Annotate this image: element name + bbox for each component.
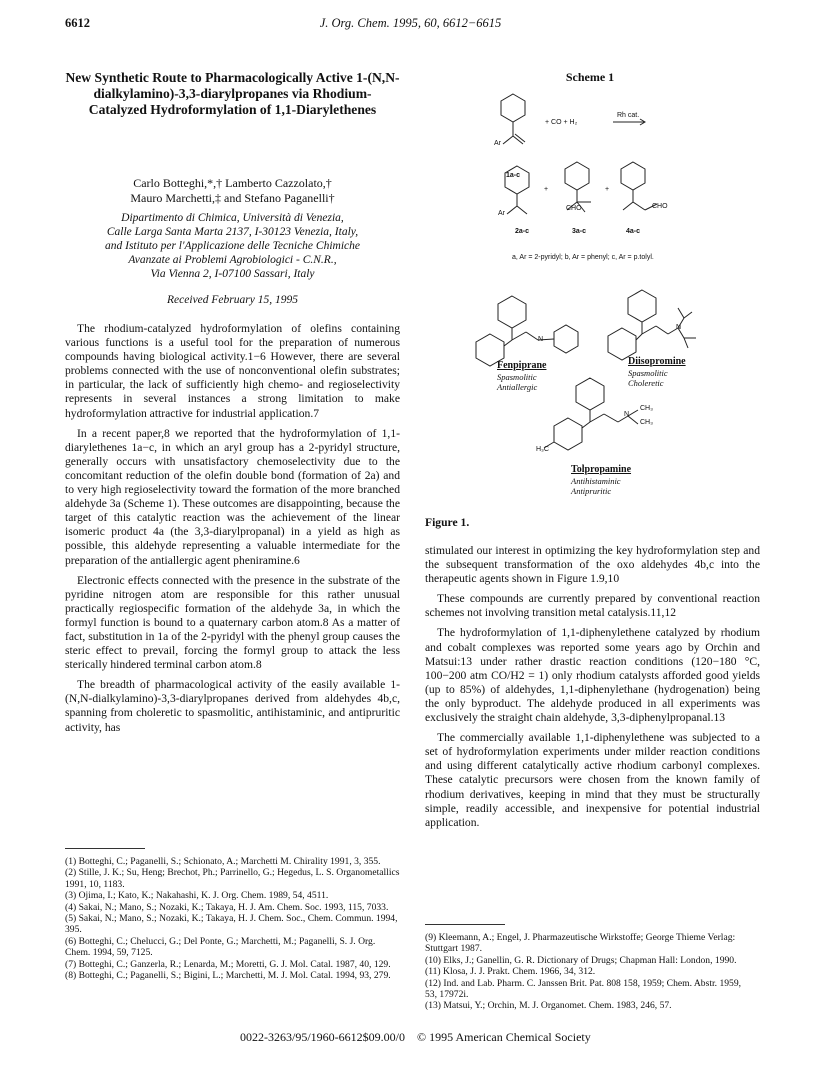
- figure-caption: Figure 1.: [425, 516, 470, 529]
- paragraph: The breadth of pharmacological activity of the easily available 1-(N,N-dialkylamino)-3,3-diarylpropanes derived from aldehydes 4b,c, spanning from choleretic to spasmolitic, antihistaminic, and antipruritic activity, has: [65, 678, 400, 734]
- compound-label-1: 1a-c: [506, 172, 521, 179]
- scheme-plus: +: [605, 186, 610, 193]
- affiliation-line-5: Via Vienna 2, I-07100 Sassari, Italy: [150, 268, 315, 280]
- footnote-rule: [65, 848, 145, 849]
- drug-name-fenpiprane: Fenpiprane: [497, 360, 547, 371]
- paragraph: The commercially available 1,1-diphenylethene was subjected to a set of hydroformylation experiments under milder reaction conditions and using different catalytically active rhodium carbonyl complexes. These catalytic precursors were chosen from the known family of rhodium derivatives, keeping in mind that they must be structurally simple, readily accessible, and inexpensive for potential industrial application.: [425, 731, 760, 829]
- footnotes-left: [65, 856, 400, 981]
- paragraph: stimulated our interest in optimizing the key hydroformylation step and the subsequent transformation of the oxo aldehydes 4b,c into the therapeutic agents shown in Figure 1.9,10: [425, 544, 760, 586]
- drug-use: Antihistaminic Antipruritic: [571, 476, 621, 496]
- scheme-reagents: + CO + H₂: [545, 119, 578, 126]
- footnote: (13) Matsui, Y.; Orchin, M. J. Organomet. Chem. 1983, 246, 57.: [425, 1000, 672, 1012]
- scheme-plus: +: [544, 186, 549, 193]
- scheme-catalyst: Rh cat.: [617, 112, 640, 119]
- affiliation-line-3: and Istituto per l'Applicazione delle Tecniche Chimiche: [105, 240, 360, 252]
- footnote: (6) Botteghi, C.; Chelucci, G.; Del Ponte, G.; Marchetti, M.; Paganelli, S. J. Org. Chem. 1994, 59, 7125.: [65, 935, 376, 959]
- drug-name-diisopromine: Diisopromine: [628, 356, 686, 367]
- footnote: (3) Ojima, I.; Kato, K.; Nakahashi, K. J. Org. Chem. 1989, 54, 4511.: [65, 890, 329, 902]
- benzene-ring: [501, 94, 525, 122]
- footnote: (12) Ind. and Lab. Pharm. C. Janssen Brit. Pat. 808 158, 1959; Chem. Abstr. 1959, 53, 17972i.: [425, 977, 742, 1001]
- ch3-label: CH₃: [640, 419, 653, 426]
- author-list: [65, 176, 400, 206]
- footnote: (2) Stille, J. K.; Su, Heng; Brechot, Ph.; Parrinello, G.; Hegedus, L. S. Organometallics 1991, 10, 1183.: [65, 867, 400, 890]
- footnote: (7) Botteghi, C.; Ganzerla, R.; Lenarda, M.; Moretti, G. J. Mol. Catal. 1987, 40, 129.: [65, 958, 391, 970]
- n-atom-label: N: [624, 411, 630, 418]
- scheme-1-structures: [495, 84, 735, 254]
- benzene-ring: [576, 378, 604, 410]
- benzene-ring: [628, 290, 656, 322]
- page-footer: 0022-3263/95/1960-6612$09.00/0 © 1995 American Chemical Society: [240, 1030, 591, 1044]
- benzene-ring: [565, 162, 589, 190]
- scheme-legend: a, Ar = 2-pyridyl; b, Ar = phenyl; c, Ar = p.tolyl.: [512, 254, 654, 261]
- compound-label-2: 2a-c: [515, 228, 530, 235]
- page-number: 6612: [65, 16, 90, 30]
- benzene-ring: [554, 418, 582, 450]
- benzene-ring: [621, 162, 645, 190]
- paragraph: These compounds are currently prepared by conventional reaction schemes not involving transition metal catalysis.11,12: [425, 592, 760, 620]
- authors-line-2: Mauro Marchetti,‡ and Stefano Paganelli†: [130, 191, 335, 205]
- received-date: Received February 15, 1995: [167, 294, 298, 306]
- affiliation-line-1: Dipartimento di Chimica, Università di Venezia,: [121, 212, 344, 224]
- scheme-ar-label: Ar: [498, 210, 505, 217]
- left-column-body: [65, 322, 400, 741]
- paragraph: The hydroformylation of 1,1-diphenylethene catalyzed by rhodium and cobalt complexes was reported some years ago by Orchin and Matsui:13 under rather drastic reaction conditions (120−180 °C, 100−200 atm CO/H2 = 1) only rhodium catalysts afforded good yields (up to 85%) of aldehydes, 1,1-diphenylethane (hydrogenation) being the only byproduct. The aldehyde produced in all experiments was exclusively the straight chain aldehyde, 3,3-diphenylpropanal.13: [425, 626, 760, 725]
- drug-use: Spasmolitic Antiallergic: [497, 372, 538, 392]
- n-atom-label: N: [538, 336, 544, 343]
- n-atom-label: N: [676, 324, 682, 331]
- drug-use: Spasmolitic Choleretic: [628, 368, 668, 388]
- benzene-ring: [505, 166, 529, 194]
- journal-reference: J. Org. Chem. 1995, 60, 6612−6615: [319, 16, 502, 30]
- compound-label-4: 4a-c: [626, 228, 641, 235]
- footnote: (5) Sakai, N.; Mano, S.; Nozaki, K.; Takaya, H. J. Chem. Soc., Chem. Commun. 1994, 395.: [65, 913, 398, 936]
- scheme-cho: CHO: [566, 205, 582, 212]
- h3c-label: H₃C: [536, 446, 549, 453]
- article-title: New Synthetic Route to Pharmacologically Active 1-(N,N-dialkylamino)-3,3-diarylpropanes via Rhodium-Catalyzed Hydroformylation of 1,1-Diarylethenes: [65, 70, 400, 117]
- footnote: (11) Klosa, J. J. Prakt. Chem. 1966, 34, 312.: [425, 966, 596, 978]
- footnote: (1) Botteghi, C.; Paganelli, S.; Schionato, A.; Marchetti M. Chirality 1991, 3, 355.: [65, 856, 381, 867]
- scheme-title: Scheme 1: [565, 70, 615, 84]
- piperidine-ring: [554, 325, 578, 353]
- drug-name-tolpropamine: Tolpropamine: [571, 464, 632, 475]
- footnote: (8) Botteghi, C.; Paganelli, S.; Bigini, L.; Marchetti, M. J. Mol. Catal. 1994, 93, 279.: [65, 970, 391, 982]
- paragraph: In a recent paper,8 we reported that the hydroformylation of 1,1-diarylethenes 1a−c, in which an aryl group has a 2-pyridyl structure, generally occurs with unsatisfactory chemoselectivity due to the concomitant reduction of the olefin double bond (formation of 2a) and to very high regioselectivity toward the formation of the more branched aldehyde 3a (Scheme 1). These outcomes are disappointing, because the target of this catalytic reaction was the achievement of the linear isomeric product 4a (the 3,3-diarylpropanal) in a yield as high as possible, this aldehyde representing a valuable intermediate for the preparation of the antiallergic agent pheniramine.6: [65, 426, 400, 567]
- affiliation-line-2: Calle Larga Santa Marta 2137, I-30123 Venezia, Italy,: [106, 226, 359, 238]
- footnote: (4) Sakai, N.; Mano, S.; Nozaki, K.; Takaya, H. J. Am. Chem. Soc. 1993, 115, 7033.: [65, 901, 389, 913]
- footnote: (9) Kleemann, A.; Engel, J. Pharmazeutische Wirkstoffe; George Thieme Verlag: Stuttgart 1987.: [425, 932, 736, 955]
- ch3-label: CH₃: [640, 405, 653, 412]
- authors-line-1: Carlo Botteghi,*,† Lamberto Cazzolato,†: [133, 176, 332, 190]
- affiliation: [65, 211, 400, 281]
- scheme-ar-label: Ar: [494, 140, 501, 147]
- footnote-rule: [425, 924, 505, 925]
- paragraph: The rhodium-catalyzed hydroformylation of olefins containing various functions is a useful tool for the preparation of numerous compounds having biological activity.1−6 However, there are several problems connected with the use of nonconventional olefin substrates; in particular, the lack of sufficiently high chemo- and regioselectivity represents in several instances a strong limitation to make hydroformylation attractive for industrial application.7: [65, 322, 400, 420]
- compound-label-3: 3a-c: [572, 228, 587, 235]
- right-column-body: [425, 544, 760, 836]
- footnote: (10) Elks, J.; Ganellin, G. R. Dictionary of Drugs; Chapman Hall: London, 1990.: [425, 954, 737, 966]
- footnotes-right: [425, 932, 755, 1012]
- scheme-cho: CHO: [652, 203, 668, 210]
- affiliation-line-4: Avanzate ai Problemi Agrobiologici - C.N.R.,: [128, 254, 337, 266]
- benzene-ring: [498, 296, 526, 328]
- paragraph: Electronic effects connected with the presence in the substrate of the pyridine nitrogen atom are responsible for this rather unusual practically regiospecific formation of the aldehyde 3a, in which the formyl function is bound to a quaternary carbon atom.8 As a matter of fact, substitution in 1a of the 2-pyridyl with the phenyl group causes the steric effect to prevail, forcing the formyl group to attack the less sterically hindered terminal carbon atom.8: [65, 573, 400, 672]
